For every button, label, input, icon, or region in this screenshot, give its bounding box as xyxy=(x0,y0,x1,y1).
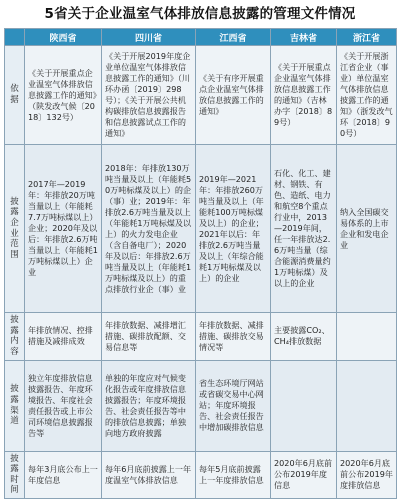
page-title: 5省关于企业温室气体排放信息披露的管理文件情况 xyxy=(44,6,356,22)
table-cell xyxy=(271,360,337,451)
row-label: 依据 xyxy=(5,46,25,145)
header-jilin: 吉林省 xyxy=(271,29,337,46)
table-cell: 《关于开展重点企业温室气体排放信息披露工作的通知》（陕发改气候〔2018〕132号） xyxy=(25,46,102,145)
table-cell: 独立年度排放信息披露报告、年度环境报告、年度社会责任报告或上市公司环境信息披露报告等 xyxy=(25,360,102,451)
table-cell: 2017年—2019年：年排放20万吨当量以上（年能耗7.7万吨标煤以上）企业；2020年及以后：年排放2.6万吨当量以上（年能耗1万吨标煤以上）企业 xyxy=(25,145,102,313)
row-label: 披露企业范围 xyxy=(5,145,25,313)
table-row-basis xyxy=(5,46,397,145)
table-cell: 2020年6月底前公布2019年度信息 xyxy=(271,451,337,499)
table-cell: 《关于开展2019年度企业单位温室气体排放信息披露工作的通知》（川环办函〔2019〕298号）；《关于开展公共机构碳排放信息披露报告和信息披露试点工作的通知》 xyxy=(102,46,196,145)
header-shaanxi: 陕西省 xyxy=(25,29,102,46)
table-cell: 年排放情况、控排措施及减排成效 xyxy=(25,313,102,361)
table-row-time xyxy=(5,451,397,499)
table-cell: 年排放数据、减排增汇措施、碳排放配额、交易信息等 xyxy=(102,313,196,361)
table-cell: 2019年—2021年：年排放260万吨当量及以上（年能耗100万吨标煤及以上）的企业；2021年以后：年排放2.6万吨当量及以上（年综合能耗1万吨标煤及以上）的企业 xyxy=(196,145,271,313)
table-cell: 单独的年度应对气候变化报告或年度排放信息披露报告；年度环境报告、社会责任报告等中的排放信息披露；单独向地方政府披露 xyxy=(102,360,196,451)
table-cell: 《关于开展重点企业温室气体排放信息披露工作的通知》（吉林办字〔2018〕89号） xyxy=(271,46,337,145)
header-jiangxi: 江西省 xyxy=(196,29,271,46)
header-sichuan: 四川省 xyxy=(102,29,196,46)
table-cell: 石化、化工、建材、钢铁、有色、造纸、电力和航空8个重点行业中，2013—2019年间，任一年排放达2.6万吨当量（综合能源消费量约1万吨标煤）及以上的企业 xyxy=(271,145,337,313)
header-row xyxy=(5,29,397,46)
header-corner xyxy=(5,29,25,46)
table-row-scope xyxy=(5,145,397,313)
row-label: 披露时间 xyxy=(5,451,25,499)
table-cell: 每年6月底前披露上一年度温室气体排放信息 xyxy=(102,451,196,499)
table-cell xyxy=(337,360,397,451)
table-cell: 纳入全国碳交易体系的上市企业和发电企业 xyxy=(337,145,397,313)
table-cell: 省生态环境厅网站或省碳交易中心网站；年度环境报告、社会责任报告中增加碳排放信息 xyxy=(196,360,271,451)
row-label: 披露内容 xyxy=(5,313,25,361)
table-row-content xyxy=(5,313,397,361)
table-cell: 2018年：年排放130万吨当量及以上（年能耗50万吨标煤及以上）的企（事）业；2019年：年排放2.6万吨当量及以上（年能耗1万吨标煤及以上）的火力发电企业（含自备电厂）；2020年及以后：年排放2.6万吨当量及以上（年能耗1万吨标煤及以上）的重点排放行业企（事）业 xyxy=(102,145,196,313)
table-cell: 《关于有序开展重点企业温室气体排放信息披露工作的通知》 xyxy=(196,46,271,145)
table-cell xyxy=(337,313,397,361)
table-cell: 2020年6月底前公布2019年度排放信息 xyxy=(337,451,397,499)
table-cell: 每年3月底公布上一年度信息 xyxy=(25,451,102,499)
table-cell: 主要披露CO₂、CH₄排放数据 xyxy=(271,313,337,361)
table-cell: 年排放数据、减排措施、碳排放交易情况等 xyxy=(196,313,271,361)
policy-table xyxy=(4,28,397,499)
header-zhejiang: 浙江省 xyxy=(337,29,397,46)
row-label: 披露渠道 xyxy=(5,360,25,451)
table-cell: 每年5月底前披露上一年度排放信息 xyxy=(196,451,271,499)
table-cell: 《关于开展浙江省企业（事业）单位温室气体排放信息披露工作的通知》（浙发改气环〔2018〕90号） xyxy=(337,46,397,145)
table-row-channel xyxy=(5,360,397,451)
